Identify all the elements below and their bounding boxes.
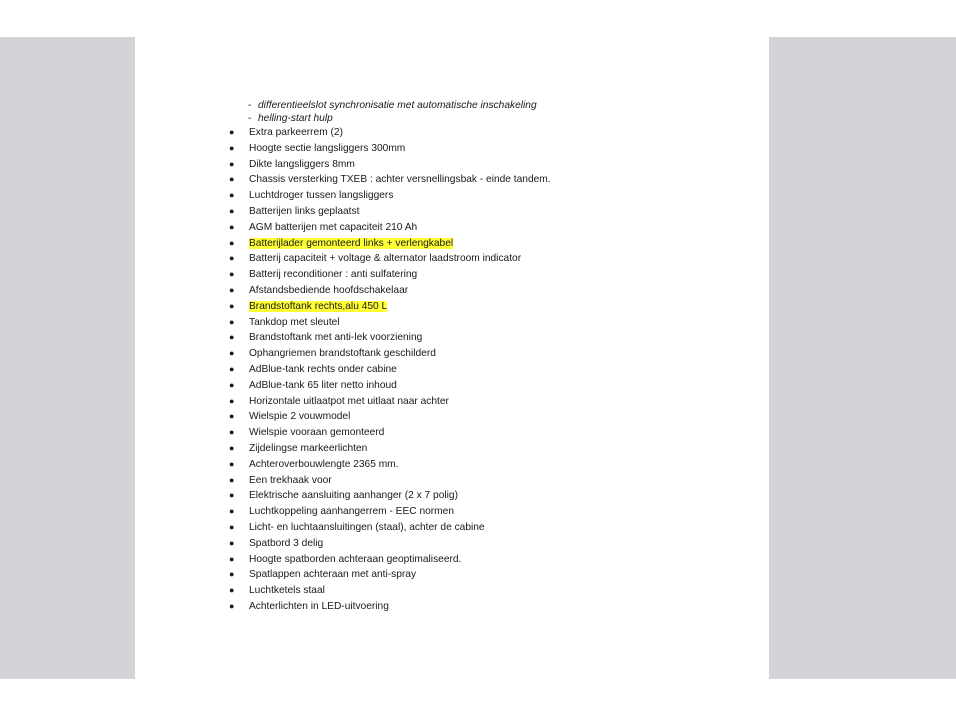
list-item-text: AdBlue-tank rechts onder cabine	[249, 363, 397, 375]
list-item-text: Spatbord 3 delig	[249, 537, 324, 549]
bullet-icon: ●	[229, 395, 235, 406]
list-item-text: Luchtdroger tussen langsliggers	[249, 190, 394, 202]
sub-item-list	[225, 100, 745, 125]
sub-item-text: helling-start hulp	[258, 112, 333, 124]
bullet-icon: ●	[229, 190, 235, 201]
list-item	[225, 394, 745, 410]
list-item-text: Luchtkoppeling aanhangerrem - EEC normen	[249, 506, 455, 518]
list-item	[225, 220, 745, 236]
list-item	[225, 425, 745, 441]
list-item-text: Batterijen links geplaatst	[249, 205, 360, 217]
bullet-icon: ●	[229, 300, 235, 311]
list-item	[225, 378, 745, 394]
list-item	[225, 251, 745, 267]
list-item-text: Ophangriemen brandstoftank geschilderd	[249, 348, 436, 360]
list-item	[225, 552, 745, 568]
list-item	[225, 172, 745, 188]
bullet-icon: ●	[229, 569, 235, 580]
list-item	[225, 188, 745, 204]
highlighted-item-text: Brandstoftank rechts,alu 450 L	[249, 300, 388, 312]
bullet-icon: ●	[229, 442, 235, 453]
list-item	[225, 204, 745, 220]
bullet-icon: ●	[229, 521, 235, 532]
dash-marker: -	[248, 112, 252, 124]
bullet-icon: ●	[229, 205, 235, 216]
list-item	[225, 125, 745, 141]
bullet-icon: ●	[229, 332, 235, 343]
bullet-icon: ●	[229, 348, 235, 359]
bullet-icon: ●	[229, 221, 235, 232]
list-item	[225, 457, 745, 473]
list-item-text: Luchtketels staal	[249, 585, 325, 597]
list-item	[225, 157, 745, 173]
list-item	[225, 315, 745, 331]
bullet-icon: ●	[229, 474, 235, 485]
list-item	[225, 504, 745, 520]
sub-list-item	[225, 100, 745, 113]
list-item-text: Elektrische aansluiting aanhanger (2 x 7 polig)	[249, 490, 458, 502]
bullet-icon: ●	[229, 553, 235, 564]
list-item-text: Horizontale uitlaatpot met uitlaat naar achter	[249, 395, 449, 407]
list-item-text: AGM batterijen met capaciteit 210 Ah	[249, 221, 418, 233]
list-item	[225, 283, 745, 299]
list-item-text: Extra parkeerrem (2)	[249, 127, 343, 138]
document-page	[135, 37, 769, 679]
list-item-text: Zijdelingse markeerlichten	[249, 442, 368, 454]
list-item-text: Hoogte sectie langsliggers 300mm	[249, 142, 406, 154]
list-item	[225, 488, 745, 504]
list-item-text: Dikte langsliggers 8mm	[249, 158, 355, 170]
sub-list-item	[225, 113, 745, 126]
bullet-icon: ●	[229, 506, 235, 517]
list-item	[225, 567, 745, 583]
bullet-icon: ●	[229, 253, 235, 264]
bullet-icon: ●	[229, 458, 235, 469]
list-item-text: Achteroverbouwlengte 2365 mm.	[249, 458, 399, 470]
list-item	[225, 536, 745, 552]
list-item-text: Brandstoftank met anti-lek voorziening	[249, 332, 423, 344]
bullet-icon: ●	[229, 379, 235, 390]
dash-marker: -	[248, 100, 252, 111]
bullet-icon: ●	[229, 174, 235, 185]
list-item-text: Achterlichten in LED-uitvoering	[249, 600, 389, 612]
bullet-icon: ●	[229, 363, 235, 374]
list-item	[225, 299, 745, 315]
list-item	[225, 141, 745, 157]
bullet-icon: ●	[229, 142, 235, 153]
bullet-icon: ●	[229, 127, 235, 137]
bullet-icon: ●	[229, 600, 235, 611]
document-viewer	[0, 37, 956, 679]
list-item	[225, 441, 745, 457]
bullet-icon: ●	[229, 158, 235, 169]
sub-item-text: differentieelslot synchronisatie met automatische inschakeling	[258, 100, 537, 111]
bullet-icon: ●	[229, 316, 235, 327]
list-item-text: Tankdop met sleutel	[249, 316, 340, 328]
list-item-text: Chassis versterking TXEB : achter versnellingsbak - einde tandem.	[249, 174, 551, 186]
highlighted-item-text: Batterijlader gemonteerd links + verlengkabel	[249, 237, 454, 249]
list-item-text: Batterij reconditioner : anti sulfatering	[249, 269, 418, 281]
list-item-text: Afstandsbediende hoofdschakelaar	[249, 284, 409, 296]
list-item	[225, 267, 745, 283]
list-item	[225, 346, 745, 362]
list-item-text: Licht- en luchtaansluitingen (staal), achter de cabine	[249, 521, 485, 533]
bullet-icon: ●	[229, 269, 235, 280]
list-item-text: Een trekhaak voor	[249, 474, 332, 486]
bullet-icon: ●	[229, 237, 235, 248]
list-item	[225, 473, 745, 489]
list-item-text: Batterij capaciteit + voltage & alternator laadstroom indicator	[249, 253, 522, 265]
bullet-icon: ●	[229, 585, 235, 596]
bullet-icon: ●	[229, 490, 235, 501]
bullet-icon: ●	[229, 284, 235, 295]
list-item	[225, 409, 745, 425]
list-item-text: Spatlappen achteraan met anti-spray	[249, 569, 417, 581]
feature-list	[225, 125, 745, 615]
list-item	[225, 330, 745, 346]
bullet-icon: ●	[229, 537, 235, 548]
list-item	[225, 362, 745, 378]
list-item-text: Wielspie vooraan gemonteerd	[249, 427, 385, 439]
list-item-text: Hoogte spatborden achteraan geoptimaliseerd.	[249, 553, 462, 565]
list-item	[225, 599, 745, 615]
list-item-text: Wielspie 2 vouwmodel	[249, 411, 351, 423]
page-content	[225, 100, 745, 615]
list-item-text: AdBlue-tank 65 liter netto inhoud	[249, 379, 397, 391]
bullet-icon: ●	[229, 411, 235, 422]
bullet-icon: ●	[229, 427, 235, 438]
list-item	[225, 583, 745, 599]
list-item	[225, 236, 745, 252]
list-item	[225, 520, 745, 536]
